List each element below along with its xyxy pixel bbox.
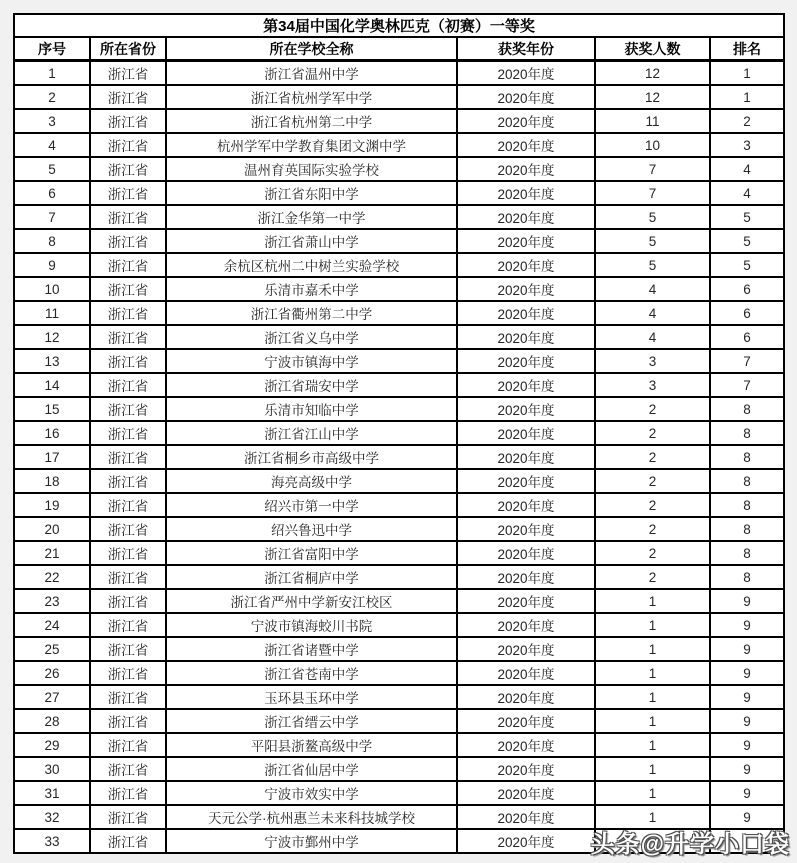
- cell-province: 浙江省: [90, 109, 166, 133]
- cell-school: 浙江省杭州第二中学: [166, 109, 457, 133]
- cell-rank: 8: [710, 421, 784, 445]
- cell-index: 14: [14, 373, 90, 397]
- column-header-school: 所在学校全称: [166, 37, 457, 61]
- cell-winners: 12: [595, 85, 710, 109]
- cell-rank: 5: [710, 253, 784, 277]
- cell-year: 2020年度: [457, 397, 595, 421]
- cell-province: 浙江省: [90, 205, 166, 229]
- cell-winners: 3: [595, 349, 710, 373]
- table-row: [14, 277, 784, 301]
- cell-rank: 4: [710, 181, 784, 205]
- cell-year: 2020年度: [457, 781, 595, 805]
- cell-school: 温州育英国际实验学校: [166, 157, 457, 181]
- cell-index: 26: [14, 661, 90, 685]
- cell-index: 15: [14, 397, 90, 421]
- table-row: [14, 637, 784, 661]
- cell-winners: 1: [595, 661, 710, 685]
- cell-school: 乐清市嘉禾中学: [166, 277, 457, 301]
- cell-rank: 7: [710, 373, 784, 397]
- cell-school: 浙江省富阳中学: [166, 541, 457, 565]
- cell-year: 2020年度: [457, 421, 595, 445]
- cell-rank: 9: [710, 589, 784, 613]
- cell-index: 29: [14, 733, 90, 757]
- table-row: [14, 349, 784, 373]
- cell-rank: 4: [710, 157, 784, 181]
- cell-school: 宁波市鄞州中学: [166, 829, 457, 853]
- cell-index: 24: [14, 613, 90, 637]
- cell-winners: 1: [595, 733, 710, 757]
- table-row: [14, 373, 784, 397]
- award-table: [13, 13, 785, 854]
- cell-school: 乐清市知临中学: [166, 397, 457, 421]
- table-row: [14, 757, 784, 781]
- table-row: [14, 781, 784, 805]
- cell-index: 11: [14, 301, 90, 325]
- cell-province: 浙江省: [90, 349, 166, 373]
- cell-year: 2020年度: [457, 709, 595, 733]
- cell-province: 浙江省: [90, 229, 166, 253]
- cell-school: 浙江省温州中学: [166, 61, 457, 86]
- cell-winners: 5: [595, 229, 710, 253]
- cell-winners: 10: [595, 133, 710, 157]
- table-row: [14, 133, 784, 157]
- cell-winners: 2: [595, 445, 710, 469]
- cell-year: 2020年度: [457, 277, 595, 301]
- cell-index: 2: [14, 85, 90, 109]
- cell-index: 32: [14, 805, 90, 829]
- cell-index: 31: [14, 781, 90, 805]
- cell-school: 浙江省仙居中学: [166, 757, 457, 781]
- cell-province: 浙江省: [90, 709, 166, 733]
- cell-rank: 8: [710, 469, 784, 493]
- table-row: [14, 685, 784, 709]
- cell-winners: 7: [595, 157, 710, 181]
- cell-school: 平阳县浙鳌高级中学: [166, 733, 457, 757]
- cell-rank: 8: [710, 493, 784, 517]
- cell-school: 浙江省杭州学军中学: [166, 85, 457, 109]
- cell-school: 浙江省诸暨中学: [166, 637, 457, 661]
- cell-school: 浙江省桐庐中学: [166, 565, 457, 589]
- cell-year: 2020年度: [457, 253, 595, 277]
- cell-winners: 2: [595, 421, 710, 445]
- cell-winners: 12: [595, 61, 710, 86]
- cell-winners: 1: [595, 805, 710, 829]
- cell-school: 杭州学军中学教育集团文渊中学: [166, 133, 457, 157]
- cell-province: 浙江省: [90, 589, 166, 613]
- cell-province: 浙江省: [90, 277, 166, 301]
- cell-province: 浙江省: [90, 397, 166, 421]
- cell-rank: 2: [710, 109, 784, 133]
- cell-winners: 2: [595, 565, 710, 589]
- cell-province: 浙江省: [90, 373, 166, 397]
- cell-year: 2020年度: [457, 805, 595, 829]
- cell-year: 2020年度: [457, 685, 595, 709]
- cell-rank: 6: [710, 325, 784, 349]
- cell-index: 18: [14, 469, 90, 493]
- cell-index: 6: [14, 181, 90, 205]
- cell-school: 浙江省缙云中学: [166, 709, 457, 733]
- table-row: [14, 229, 784, 253]
- cell-rank: 5: [710, 229, 784, 253]
- cell-province: 浙江省: [90, 733, 166, 757]
- cell-year: 2020年度: [457, 61, 595, 86]
- cell-school: 余杭区杭州二中树兰实验学校: [166, 253, 457, 277]
- table-row: [14, 469, 784, 493]
- cell-index: 22: [14, 565, 90, 589]
- table-row: [14, 589, 784, 613]
- cell-index: 4: [14, 133, 90, 157]
- cell-rank: 9: [710, 685, 784, 709]
- cell-school: 浙江省东阳中学: [166, 181, 457, 205]
- table-row: [14, 661, 784, 685]
- header-row: [14, 37, 784, 61]
- cell-index: 20: [14, 517, 90, 541]
- award-table-sheet: [13, 13, 783, 854]
- cell-year: 2020年度: [457, 349, 595, 373]
- cell-province: 浙江省: [90, 781, 166, 805]
- table-row: [14, 829, 784, 853]
- cell-province: 浙江省: [90, 85, 166, 109]
- cell-year: 2020年度: [457, 229, 595, 253]
- cell-province: 浙江省: [90, 517, 166, 541]
- cell-school: 浙江省瑞安中学: [166, 373, 457, 397]
- cell-rank: 8: [710, 541, 784, 565]
- cell-province: 浙江省: [90, 541, 166, 565]
- cell-index: 30: [14, 757, 90, 781]
- column-header-province: 所在省份: [90, 37, 166, 61]
- cell-winners: 2: [595, 517, 710, 541]
- cell-province: 浙江省: [90, 301, 166, 325]
- cell-winners: 4: [595, 277, 710, 301]
- cell-winners: 5: [595, 253, 710, 277]
- cell-school: 浙江省苍南中学: [166, 661, 457, 685]
- cell-year: 2020年度: [457, 589, 595, 613]
- cell-province: 浙江省: [90, 661, 166, 685]
- cell-school: 宁波市效实中学: [166, 781, 457, 805]
- cell-year: 2020年度: [457, 301, 595, 325]
- table-row: [14, 181, 784, 205]
- table-row: [14, 709, 784, 733]
- cell-index: 19: [14, 493, 90, 517]
- column-header-rank: 排名: [710, 37, 784, 61]
- cell-school: 浙江金华第一中学: [166, 205, 457, 229]
- cell-index: 10: [14, 277, 90, 301]
- cell-winners: 5: [595, 205, 710, 229]
- cell-winners: 1: [595, 589, 710, 613]
- cell-index: 13: [14, 349, 90, 373]
- cell-index: 27: [14, 685, 90, 709]
- cell-index: 25: [14, 637, 90, 661]
- cell-year: 2020年度: [457, 829, 595, 853]
- cell-school: 宁波市镇海蛟川书院: [166, 613, 457, 637]
- table-row: [14, 397, 784, 421]
- cell-index: 33: [14, 829, 90, 853]
- cell-year: 2020年度: [457, 517, 595, 541]
- watermark-text: 头条@升学小口袋: [590, 831, 790, 858]
- cell-school: 天元公学·杭州惠兰未来科技城学校: [166, 805, 457, 829]
- cell-school: 绍兴市第一中学: [166, 493, 457, 517]
- cell-year: 2020年度: [457, 133, 595, 157]
- cell-rank: 7: [710, 349, 784, 373]
- cell-year: 2020年度: [457, 661, 595, 685]
- table-row: [14, 517, 784, 541]
- cell-province: 浙江省: [90, 613, 166, 637]
- cell-province: 浙江省: [90, 469, 166, 493]
- cell-rank: 1: [710, 85, 784, 109]
- cell-index: 9: [14, 253, 90, 277]
- cell-year: 2020年度: [457, 109, 595, 133]
- cell-rank: 6: [710, 277, 784, 301]
- cell-rank: 9: [710, 757, 784, 781]
- title-row: [14, 14, 784, 37]
- cell-year: 2020年度: [457, 85, 595, 109]
- cell-year: 2020年度: [457, 205, 595, 229]
- cell-school: 海亮高级中学: [166, 469, 457, 493]
- cell-winners: 2: [595, 397, 710, 421]
- cell-rank: 3: [710, 133, 784, 157]
- cell-school: 浙江省桐乡市高级中学: [166, 445, 457, 469]
- column-header-index: 序号: [14, 37, 90, 61]
- table-row: [14, 109, 784, 133]
- cell-rank: 9: [710, 709, 784, 733]
- cell-province: 浙江省: [90, 325, 166, 349]
- cell-province: 浙江省: [90, 637, 166, 661]
- cell-school: 浙江省衢州第二中学: [166, 301, 457, 325]
- cell-province: 浙江省: [90, 61, 166, 86]
- table-row: [14, 85, 784, 109]
- cell-province: 浙江省: [90, 253, 166, 277]
- cell-rank: 9: [710, 637, 784, 661]
- cell-rank: 1: [710, 61, 784, 86]
- cell-year: 2020年度: [457, 325, 595, 349]
- cell-index: 28: [14, 709, 90, 733]
- cell-winners: 1: [595, 781, 710, 805]
- table-row: [14, 325, 784, 349]
- cell-province: 浙江省: [90, 493, 166, 517]
- cell-school: 绍兴鲁迅中学: [166, 517, 457, 541]
- cell-year: 2020年度: [457, 373, 595, 397]
- table-row: [14, 541, 784, 565]
- cell-year: 2020年度: [457, 733, 595, 757]
- cell-province: 浙江省: [90, 133, 166, 157]
- cell-winners: 3: [595, 373, 710, 397]
- table-row: [14, 613, 784, 637]
- cell-year: 2020年度: [457, 637, 595, 661]
- cell-winners: 11: [595, 109, 710, 133]
- cell-school: 浙江省江山中学: [166, 421, 457, 445]
- cell-province: 浙江省: [90, 157, 166, 181]
- cell-rank: 8: [710, 517, 784, 541]
- cell-school: 玉环县玉环中学: [166, 685, 457, 709]
- cell-rank: 6: [710, 301, 784, 325]
- cell-winners: [595, 829, 710, 853]
- cell-province: 浙江省: [90, 421, 166, 445]
- cell-year: 2020年度: [457, 493, 595, 517]
- cell-school: 浙江省严州中学新安江校区: [166, 589, 457, 613]
- cell-rank: 9: [710, 733, 784, 757]
- cell-rank: 5: [710, 205, 784, 229]
- column-header-year: 获奖年份: [457, 37, 595, 61]
- cell-year: 2020年度: [457, 613, 595, 637]
- cell-province: 浙江省: [90, 445, 166, 469]
- cell-winners: 1: [595, 757, 710, 781]
- column-header-winners: 获奖人数: [595, 37, 710, 61]
- cell-winners: 4: [595, 325, 710, 349]
- cell-province: 浙江省: [90, 757, 166, 781]
- table-row: [14, 61, 784, 86]
- table-row: [14, 733, 784, 757]
- table-row: [14, 565, 784, 589]
- table-row: [14, 301, 784, 325]
- cell-winners: 2: [595, 469, 710, 493]
- cell-rank: 8: [710, 397, 784, 421]
- table-row: [14, 157, 784, 181]
- cell-index: 7: [14, 205, 90, 229]
- cell-year: 2020年度: [457, 469, 595, 493]
- cell-school: 宁波市镇海中学: [166, 349, 457, 373]
- cell-index: 1: [14, 61, 90, 86]
- cell-index: 17: [14, 445, 90, 469]
- cell-province: 浙江省: [90, 805, 166, 829]
- cell-index: 21: [14, 541, 90, 565]
- cell-index: 8: [14, 229, 90, 253]
- cell-winners: 4: [595, 301, 710, 325]
- cell-winners: 7: [595, 181, 710, 205]
- cell-winners: 2: [595, 493, 710, 517]
- cell-rank: 9: [710, 781, 784, 805]
- table-body: [14, 61, 784, 854]
- cell-year: 2020年度: [457, 157, 595, 181]
- cell-province: 浙江省: [90, 829, 166, 853]
- cell-winners: 1: [595, 685, 710, 709]
- cell-year: 2020年度: [457, 181, 595, 205]
- cell-rank: [710, 829, 784, 853]
- cell-province: 浙江省: [90, 565, 166, 589]
- cell-school: 浙江省萧山中学: [166, 229, 457, 253]
- table-row: [14, 805, 784, 829]
- cell-year: 2020年度: [457, 757, 595, 781]
- table-row: [14, 445, 784, 469]
- cell-rank: 9: [710, 661, 784, 685]
- table-row: [14, 421, 784, 445]
- cell-winners: 2: [595, 541, 710, 565]
- cell-index: 16: [14, 421, 90, 445]
- cell-winners: 1: [595, 709, 710, 733]
- cell-index: 5: [14, 157, 90, 181]
- cell-year: 2020年度: [457, 565, 595, 589]
- cell-winners: 1: [595, 637, 710, 661]
- cell-index: 12: [14, 325, 90, 349]
- table-row: [14, 205, 784, 229]
- table-row: [14, 253, 784, 277]
- cell-province: 浙江省: [90, 181, 166, 205]
- cell-rank: 8: [710, 565, 784, 589]
- cell-rank: 9: [710, 805, 784, 829]
- cell-year: 2020年度: [457, 541, 595, 565]
- cell-index: 3: [14, 109, 90, 133]
- table-row: [14, 493, 784, 517]
- cell-province: 浙江省: [90, 685, 166, 709]
- cell-rank: 9: [710, 613, 784, 637]
- cell-school: 浙江省义乌中学: [166, 325, 457, 349]
- cell-rank: 8: [710, 445, 784, 469]
- cell-winners: 1: [595, 613, 710, 637]
- page-title: 第34届中国化学奥林匹克（初赛）一等奖: [14, 14, 784, 37]
- cell-year: 2020年度: [457, 445, 595, 469]
- cell-index: 23: [14, 589, 90, 613]
